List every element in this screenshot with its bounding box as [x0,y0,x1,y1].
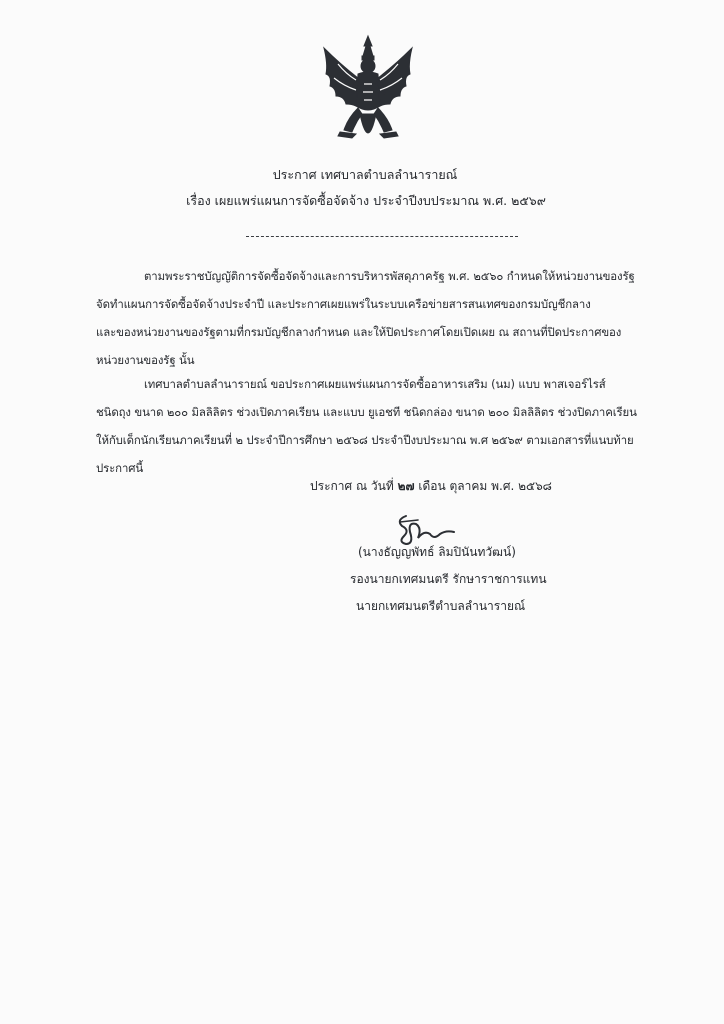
announcement-title: ประกาศ เทศบาลตำบลลำนารายณ์ [272,167,458,182]
paragraph-2-line: ชนิดถุง ขนาด ๒๐๐ มิลลิลิตร ช่วงเปิดภาคเรียน และแบบ ยูเอชที ชนิดกล่อง ขนาด ๒๐๐ มิลลิลิตร ช่วงปิดภาคเรียน [96,405,637,419]
announcement-date [310,477,552,495]
signatory-position-1: รองนายกเทศมนตรี รักษาราชการแทน [350,572,547,586]
paragraph-1-line: และของหน่วยงานของรัฐตามที่กรมบัญชีกลางกำหนด และให้ปิดประกาศโดยเปิดเผย ณ สถานที่ปิดประกาศของ [96,325,622,339]
date-prefix: ประกาศ ณ วันที่ [310,479,394,493]
signatory-name: (นางธัญญพัทธ์ ลิมปินันทวัฒน์) [358,545,516,559]
signatory-position-2: นายกเทศมนตรีตำบลลำนารายณ์ [356,599,526,613]
paragraph-2-line: ประกาศนี้ [96,461,144,475]
paragraph-1-line: จัดทำแผนการจัดซื้อจัดจ้างประจำปี และประกาศเผยแพร่ในระบบเครือข่ายสารสนเทศของกรมบัญชีกลาง [96,297,591,311]
separator-rule [246,236,518,237]
date-suffix: เดือน ตุลาคม พ.ศ. ๒๕๖๘ [418,479,552,493]
announcement-subject: เรื่อง เผยแพร่แผนการจัดซื้อจัดจ้าง ประจำปีงบประมาณ พ.ศ. ๒๕๖๙ [186,193,546,208]
paragraph-1 [96,262,668,374]
paragraph-1-line: ตามพระราชบัญญัติการจัดซื้อจัดจ้างและการบริหารพัสดุภาครัฐ พ.ศ. ๒๕๖๐ กำหนดให้หน่วยงานของรัฐ [144,269,635,283]
date-day: ๒๗ [397,479,415,493]
garuda-emblem-icon [318,34,418,154]
paragraph-2 [96,370,668,482]
paragraph-1-line: หน่วยงานของรัฐ นั้น [96,353,195,367]
paragraph-2-line: เทศบาลตำบลลำนารายณ์ ขอประกาศเผยแพร่แผนการจัดซื้ออาหารเสริม (นม) แบบ พาสเจอร์ไรส์ [144,377,606,391]
paragraph-2-line: ให้กับเด็กนักเรียนภาคเรียนที่ ๒ ประจำปีการศึกษา ๒๕๖๘ ประจำปีงบประมาณ พ.ศ ๒๕๖๙ ตามเอกสารที่แนบท้าย [96,433,634,447]
